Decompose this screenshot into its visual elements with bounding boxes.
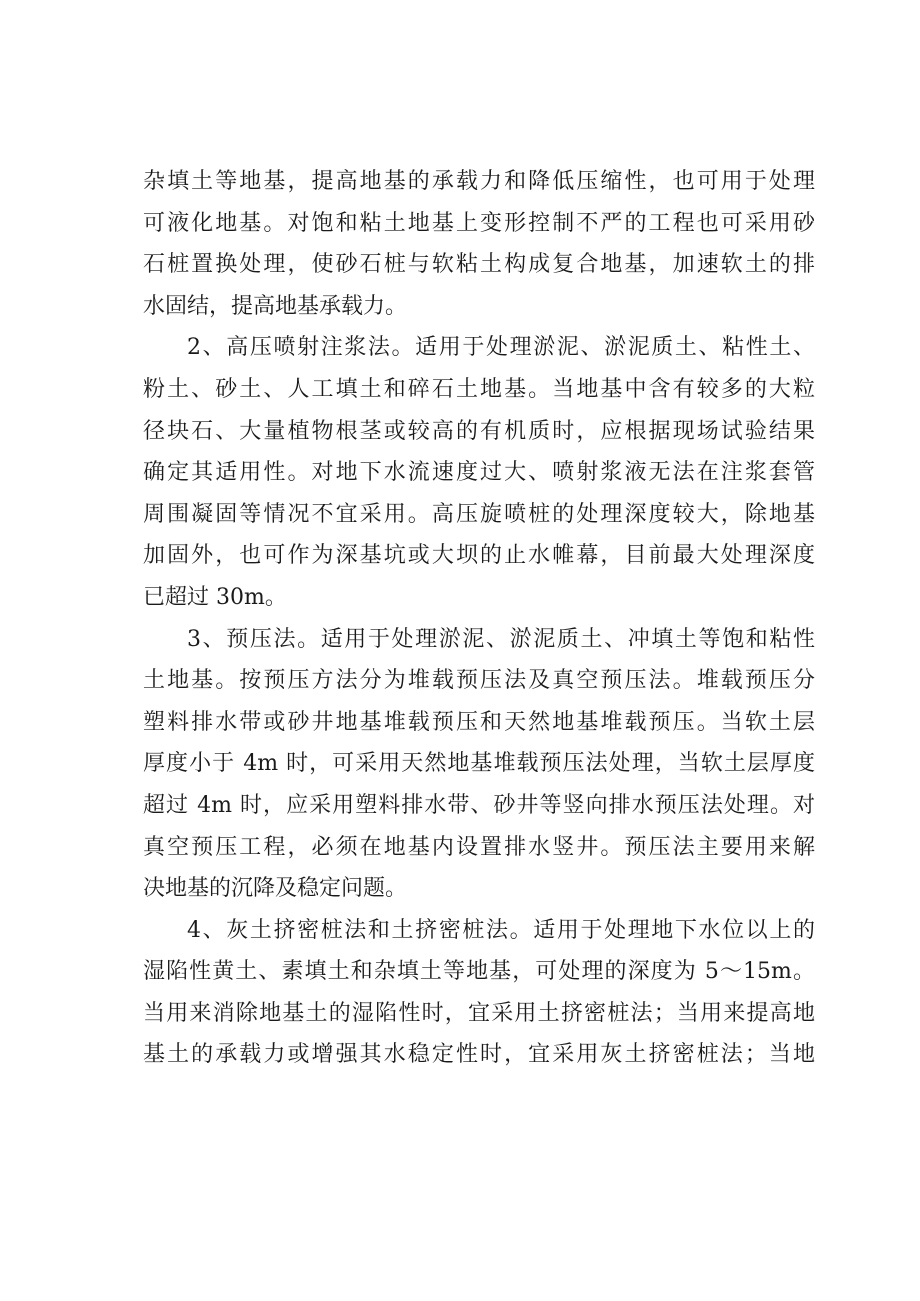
document-body [143, 161, 815, 1076]
text-line: 周围凝固等情况不宜采用。高压旋喷桩的处理深度较大，除地基 [143, 501, 815, 527]
text-line: 厚度小于 4m 时，可采用天然地基堆载预压法处理，当软土层厚度 [143, 751, 815, 777]
text-line: 基土的承载力或增强其水稳定性时，宜采用灰土挤密桩法；当地 [143, 1042, 815, 1068]
paragraph-high-pressure-jet-grouting [143, 327, 815, 618]
text-line: 土地基。按预压方法分为堆载预压法及真空预压法。堆载预压分 [143, 668, 815, 694]
paragraph-compaction-pile-method [143, 910, 815, 1076]
text-line: 粉土、砂土、人工填土和碎石土地基。当地基中含有较多的大粒 [143, 376, 815, 402]
text-line: 可液化地基。对饱和粘土地基上变形控制不严的工程也可采用砂 [143, 210, 815, 236]
text-line: 杂填土等地基，提高地基的承载力和降低压缩性，也可用于处理 [143, 169, 815, 194]
text-line: 确定其适用性。对地下水流速度过大、喷射浆液无法在注浆套管 [143, 460, 815, 486]
text-line: 决地基的沉降及稳定问题。 [143, 876, 408, 902]
text-line: 湿陷性黄土、素填土和杂填土等地基，可处理的深度为 5～15m。 [143, 959, 815, 985]
text-line: 3、预压法。适用于处理淤泥、淤泥质土、冲填土等饱和粘性 [187, 626, 815, 652]
text-line: 2、高压喷射注浆法。适用于处理淤泥、淤泥质土、粘性土、 [187, 335, 815, 361]
text-line: 石桩置换处理，使砂石桩与软粘土构成复合地基，加速软土的排 [143, 252, 815, 278]
text-line: 4、灰土挤密桩法和土挤密桩法。适用于处理地下水位以上的 [187, 917, 815, 943]
paragraph-continuation [143, 161, 815, 327]
text-line: 超过 4m 时，应采用塑料排水带、砂井等竖向排水预压法处理。对 [143, 792, 815, 818]
text-line: 加固外，也可作为深基坑或大坝的止水帷幕，目前最大处理深度 [143, 543, 815, 569]
text-line: 已超过 30m。 [143, 584, 287, 610]
text-line: 真空预压工程，必须在地基内设置排水竖井。预压法主要用来解 [143, 834, 815, 860]
text-line: 径块石、大量植物根茎或较高的有机质时，应根据现场试验结果 [143, 418, 815, 444]
text-line: 塑料排水带或砂井地基堆载预压和天然地基堆载预压。当软土层 [143, 709, 815, 735]
text-line: 水固结，提高地基承载力。 [143, 293, 408, 319]
paragraph-preloading-method [143, 619, 815, 910]
text-line: 当用来消除地基土的湿陷性时，宜采用土挤密桩法；当用来提高地 [143, 1000, 815, 1026]
